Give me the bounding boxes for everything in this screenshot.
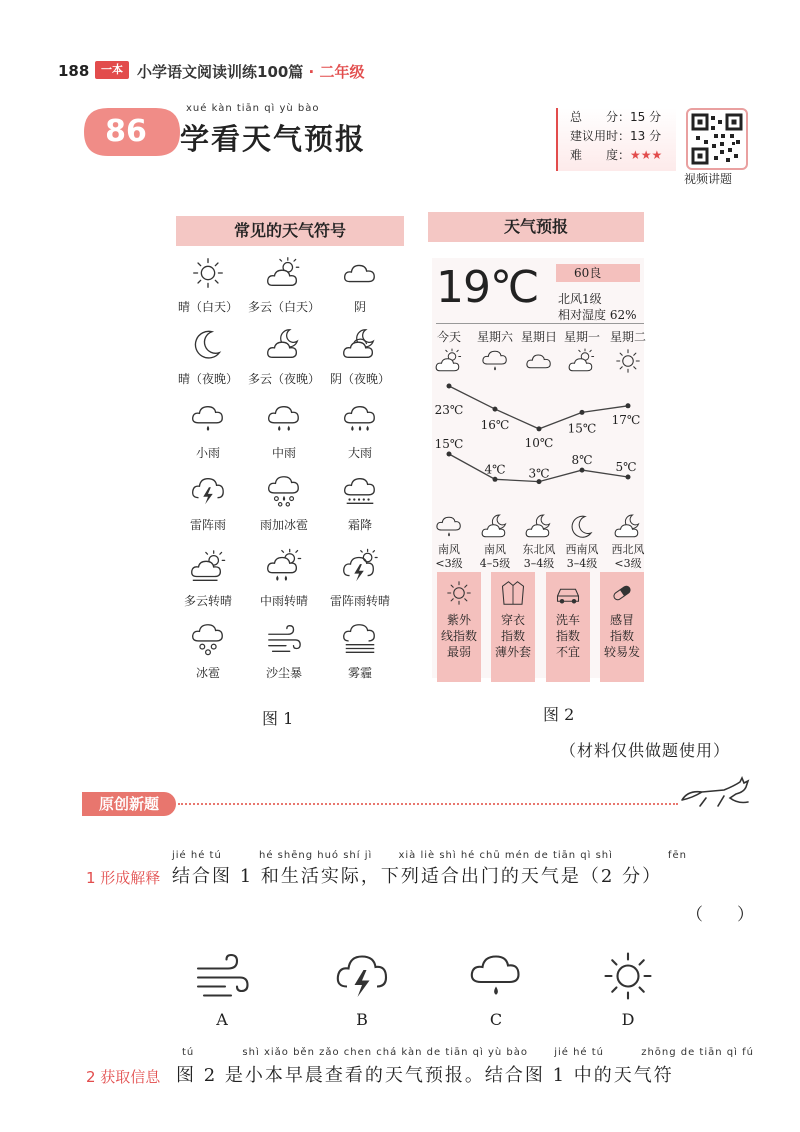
index-text: 薄外套 — [494, 645, 531, 659]
index-text: 不宜 — [555, 645, 580, 659]
frost-icon — [341, 472, 379, 510]
rain-to-sunny-icon — [265, 548, 303, 586]
forecast-day-label: 今天 — [436, 330, 461, 344]
thunderstorm-icon — [332, 946, 392, 1006]
index-text: 最弱 — [446, 645, 471, 659]
figure2-title: 天气预报 — [428, 212, 644, 242]
brand-logo: 一本 — [95, 61, 129, 79]
symbol-label: 沙尘暴 — [265, 666, 302, 680]
lesson-number: 86 — [105, 114, 147, 149]
question1-label: 1 形成解释 — [86, 869, 161, 887]
qr-code-icon — [690, 112, 744, 166]
sun-icon — [189, 254, 227, 292]
symbol-label: 霜降 — [347, 518, 372, 532]
aqi-badge: 60良 — [556, 264, 640, 282]
option-letter: B — [356, 1010, 368, 1029]
symbol-haze — [324, 620, 396, 681]
car-icon — [553, 578, 583, 608]
low-point — [580, 468, 585, 473]
light-rain-icon — [434, 512, 464, 542]
symbol-heavy-rain — [324, 400, 396, 461]
question2-label: 2 获取信息 — [86, 1068, 161, 1086]
wind-direction: 西南风 — [565, 543, 599, 556]
coat-icon — [498, 578, 528, 608]
haze-icon — [341, 620, 379, 658]
forecast-day-label: 星期一 — [563, 330, 600, 344]
symbol-cloud — [324, 254, 396, 315]
video-label: 视频讲题 — [684, 172, 733, 186]
difficulty — [558, 146, 676, 165]
sun-cloud-icon — [265, 254, 303, 292]
index-card — [491, 572, 535, 682]
symbol-moon-cloud — [248, 326, 320, 387]
symbol-sandstorm — [248, 620, 320, 681]
symbol-hail — [172, 620, 244, 681]
page-number: 188 — [58, 62, 90, 80]
heavy-rain-icon — [341, 400, 379, 438]
moon-cloud-overcast-icon — [341, 326, 379, 364]
index-text: 感冒 — [609, 613, 634, 627]
qr-code[interactable] — [686, 108, 748, 170]
forecast-night-icon — [480, 512, 510, 546]
high-label: 23℃ — [434, 403, 464, 417]
symbol-label: 阴 — [353, 300, 366, 314]
light-rain-icon — [189, 400, 227, 438]
index-text: 洗车 — [555, 613, 580, 627]
suggested-time: 建议用时：13 分 — [570, 129, 662, 143]
option-a[interactable] — [192, 946, 252, 1029]
forecast-day-label: 星期二 — [609, 330, 646, 344]
wind-direction: 西北风 — [611, 543, 645, 556]
wind-level: 3–4级 — [566, 557, 598, 570]
lesson-title-pinyin: xué kàn tiān qì yù bào — [186, 103, 320, 114]
index-card — [437, 572, 481, 682]
cloudy-to-sunny-icon — [189, 548, 227, 586]
question2-text: 图 2 是小本早晨查看的天气预报。结合图 1 中的天气符 — [176, 1065, 674, 1086]
moderate-rain-icon — [265, 400, 303, 438]
wind-level: 4–5级 — [479, 557, 511, 570]
low-point — [447, 452, 452, 457]
hail-icon — [189, 620, 227, 658]
option-b[interactable] — [332, 946, 392, 1029]
humidity: 相对湿度 62% — [558, 308, 637, 322]
index-text: 穿衣 — [500, 613, 525, 627]
high-point — [537, 426, 542, 431]
index-text: 指数 — [555, 629, 580, 643]
high-label: 16℃ — [480, 418, 510, 433]
symbol-thunderstorm — [172, 472, 244, 533]
symbol-rain-to-sunny — [248, 548, 320, 609]
series-grade: 二年级 — [319, 63, 365, 81]
symbol-moon-cloud-overcast — [324, 326, 396, 387]
forecast-night-icon — [567, 512, 597, 546]
forecast-day-label: 星期日 — [520, 330, 557, 344]
symbol-frost — [324, 472, 396, 533]
cat-icon — [678, 776, 754, 810]
forecast-night-icon — [524, 512, 554, 546]
symbol-label: 冰雹 — [195, 666, 220, 680]
wind-now: 北风1级 — [558, 292, 602, 306]
low-point — [626, 475, 631, 480]
symbol-label: 雷阵雨转晴 — [329, 594, 390, 608]
moon-cloud-icon — [524, 512, 554, 542]
thunder-to-sunny-icon — [341, 548, 379, 586]
wind-level: <3级 — [614, 557, 642, 570]
symbol-label: 晴（白天） — [177, 300, 238, 314]
symbol-cloudy-to-sunny — [172, 548, 244, 609]
wind-direction: 南风 — [438, 543, 460, 556]
difficulty-label: 难 度： — [570, 148, 631, 162]
section-badge: 原创新题 — [82, 792, 176, 816]
symbol-label: 多云转晴 — [183, 594, 232, 608]
forecast-night-icon — [613, 512, 643, 546]
forecast-divider — [436, 323, 644, 324]
material-note: （材料仅供做题使用） — [560, 741, 731, 760]
light-rain-icon — [466, 946, 526, 1006]
figure2-caption: 图 2 — [543, 705, 575, 724]
high-point — [493, 407, 498, 412]
current-temperature: 19℃ — [436, 262, 539, 313]
index-text: 线指数 — [440, 629, 477, 643]
symbol-label: 多云（夜晚） — [248, 372, 321, 386]
index-text: 较易发 — [603, 645, 640, 659]
high-point — [447, 384, 452, 389]
symbol-label: 雷阵雨 — [189, 518, 226, 532]
high-line — [449, 386, 628, 429]
low-label: 3℃ — [528, 466, 550, 481]
symbol-sun-cloud — [248, 254, 320, 315]
option-d[interactable] — [598, 946, 658, 1029]
index-text: 紫外 — [446, 613, 471, 627]
moon-cloud-icon — [480, 512, 510, 542]
sun-icon — [444, 578, 474, 608]
info-box — [556, 108, 676, 171]
question1-pinyin: jié hé tú hé shēng huó shí jì xià liè shì hé chū mén de tiān qì shì fēn — [172, 850, 687, 861]
sandstorm-icon — [192, 946, 252, 1006]
symbol-moon — [172, 326, 244, 387]
symbol-thunder-to-sunny — [324, 548, 396, 609]
forecast-night-icon — [434, 512, 464, 546]
index-text: 指数 — [500, 629, 525, 643]
rain-hail-icon — [265, 472, 303, 510]
low-label: 8℃ — [571, 453, 593, 468]
medicine-icon — [607, 578, 637, 608]
symbol-label: 中雨 — [271, 446, 296, 460]
question2-pinyin: tú shì xiǎo běn zǎo chen chá kàn de tiān qì yù bào jié hé tú zhōng de tiān qì fú — [182, 1047, 754, 1058]
symbol-label: 雨加冰雹 — [259, 518, 308, 532]
high-label: 15℃ — [567, 421, 597, 436]
symbol-label: 中雨转晴 — [259, 594, 308, 608]
low-label: 4℃ — [484, 462, 506, 477]
option-c[interactable] — [466, 946, 526, 1029]
moon-cloud-icon — [613, 512, 643, 542]
high-point — [626, 403, 631, 408]
symbol-label: 阴（夜晚） — [329, 372, 390, 386]
option-letter: D — [621, 1010, 635, 1029]
cloud-icon — [341, 254, 379, 292]
symbol-light-rain — [172, 400, 244, 461]
symbol-label: 晴（夜晚） — [177, 372, 238, 386]
option-letter: A — [216, 1010, 228, 1029]
total-score: 总 分：15 分 — [570, 110, 662, 124]
difficulty-stars: ★★★ — [630, 148, 663, 162]
sun-icon — [598, 946, 658, 1006]
symbol-label: 小雨 — [195, 446, 220, 460]
wind-direction: 东北风 — [522, 543, 556, 556]
low-point — [493, 477, 498, 482]
high-label: 10℃ — [524, 435, 554, 450]
symbol-rain-hail — [248, 472, 320, 533]
question1-text: 结合图 1 和生活实际，下列适合出门的天气是（2 分） — [172, 866, 663, 887]
series-separator: · — [308, 63, 315, 81]
symbol-sun — [172, 254, 244, 315]
forecast-day-label: 星期六 — [476, 330, 513, 344]
wind-level: <3级 — [435, 557, 463, 570]
low-label: 15℃ — [434, 437, 464, 451]
moon-cloud-icon — [265, 326, 303, 364]
high-point — [580, 410, 585, 415]
symbol-label: 多云（白天） — [248, 300, 321, 314]
figure1-title: 常见的天气符号 — [176, 216, 404, 246]
section-dotted-line — [178, 803, 678, 805]
index-card — [600, 572, 644, 682]
thunderstorm-icon — [189, 472, 227, 510]
low-label: 5℃ — [615, 460, 637, 474]
series-name: 小学语文阅读训练100篇 — [137, 63, 304, 81]
option-letter: C — [489, 1010, 503, 1029]
symbol-moderate-rain — [248, 400, 320, 461]
moon-icon — [567, 512, 597, 542]
index-card — [546, 572, 590, 682]
answer-blank[interactable]: （ ） — [686, 905, 754, 925]
symbol-label: 大雨 — [347, 446, 372, 460]
wind-level: 3–4级 — [523, 557, 555, 570]
sandstorm-icon — [265, 620, 303, 658]
forecast-wind — [600, 543, 656, 571]
figure1-caption: 图 1 — [262, 709, 294, 728]
series-title — [137, 61, 365, 82]
temperature-chart — [432, 370, 644, 510]
moon-icon — [189, 326, 227, 364]
high-label: 17℃ — [611, 412, 641, 427]
wind-direction: 南风 — [484, 543, 506, 556]
index-text: 指数 — [609, 629, 634, 643]
lesson-title: 学看天气预报 — [180, 122, 367, 156]
symbol-label: 雾霾 — [347, 666, 372, 680]
